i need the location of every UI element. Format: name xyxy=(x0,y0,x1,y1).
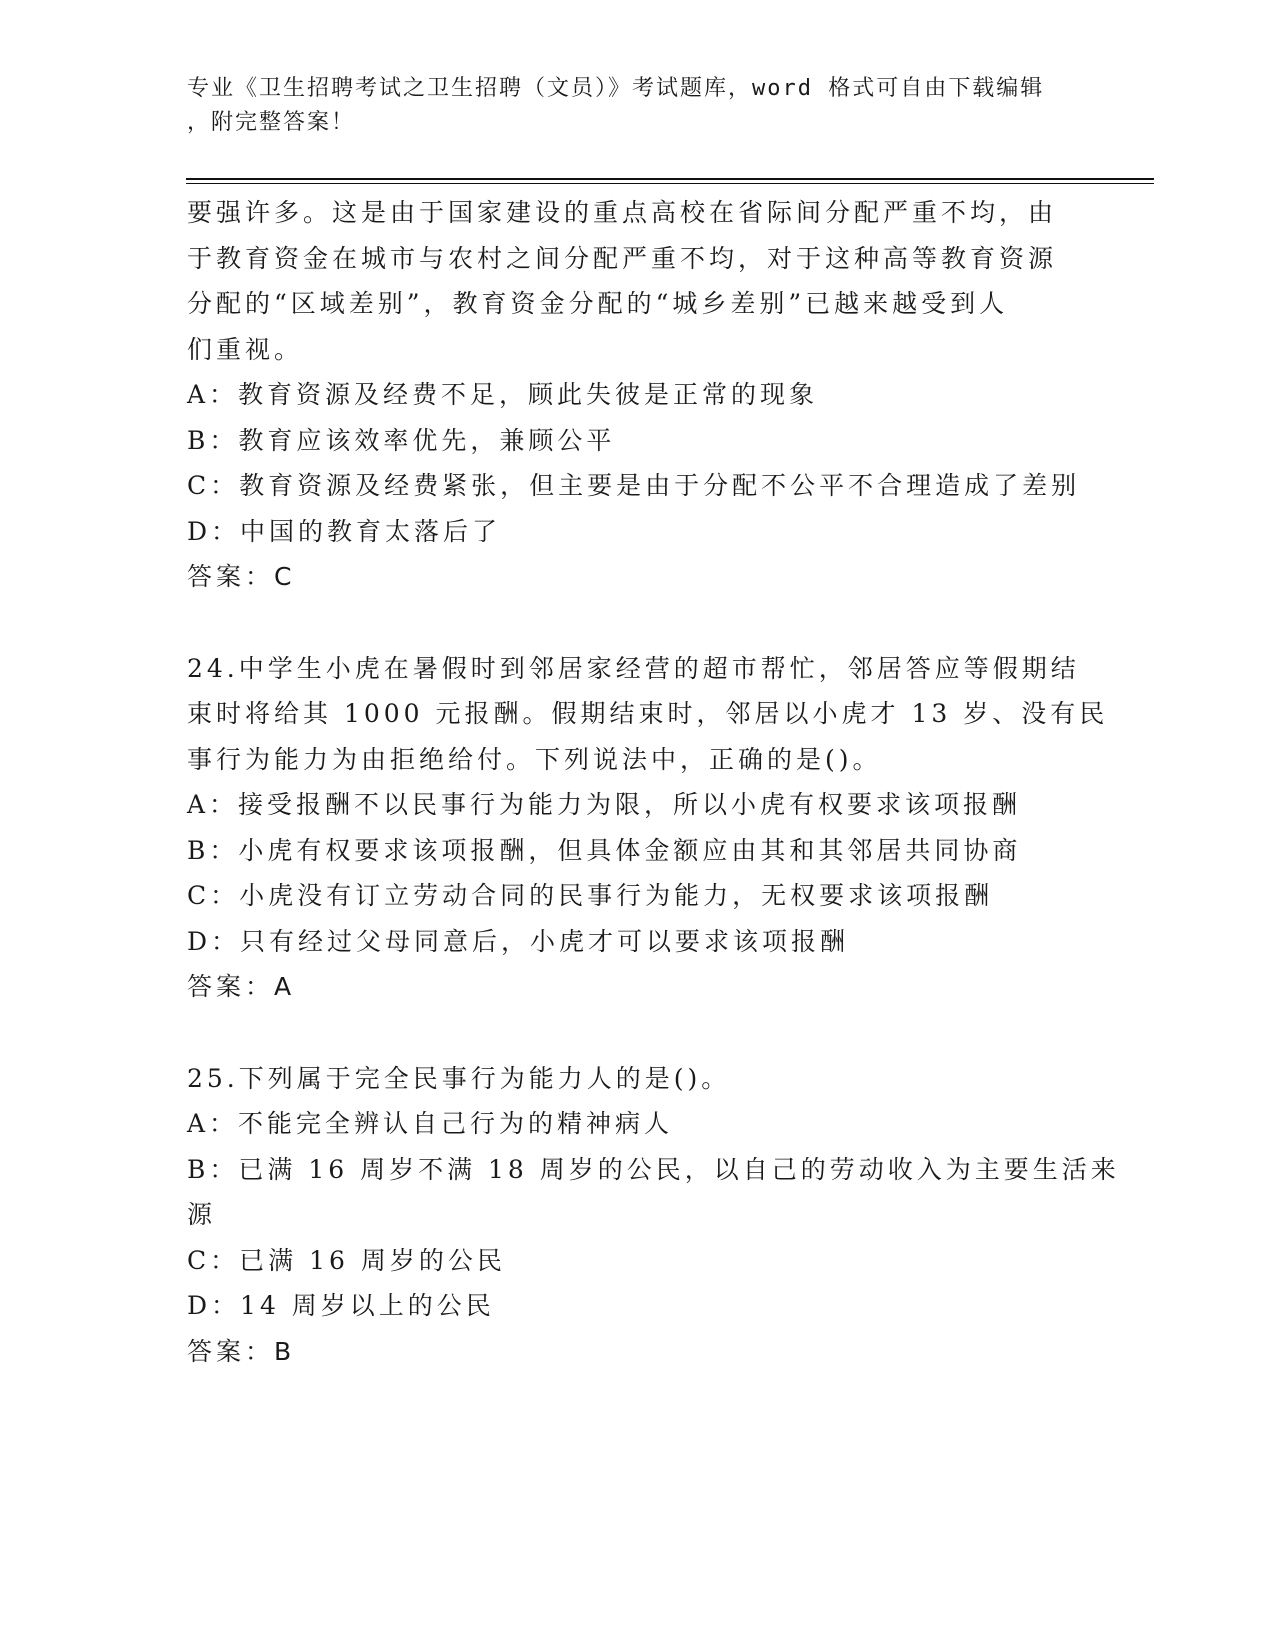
header-divider-thick xyxy=(186,178,1154,180)
question-spacer xyxy=(187,1010,1087,1056)
header-line-2: ，附完整答案！ xyxy=(187,110,356,135)
question-stem-line: 25.下列属于完全民事行为能力人的是()。 xyxy=(187,1063,731,1093)
option-b: B：已满 16 周岁不满 18 周岁的公民，以自己的劳动收入为主要生活来 xyxy=(187,1154,1120,1184)
answer-label: 答案：C xyxy=(187,562,296,591)
document-header xyxy=(187,72,1067,140)
question-stem-line: 分配的“区域差别”，教育资金分配的“城乡差别”已越来越受到人 xyxy=(187,289,1009,318)
question-stem-line: 要强许多。这是由于国家建设的重点高校在省际间分配严重不均，由 xyxy=(187,198,1058,227)
option-b: B：教育应该效率优先，兼顾公平 xyxy=(187,425,616,455)
option-d: D：14 周岁以上的公民 xyxy=(187,1291,495,1320)
question-24 xyxy=(187,646,1109,1010)
question-23-continuation xyxy=(187,190,1087,600)
option-b-continuation: 源 xyxy=(187,1200,217,1229)
question-stem-line: 于教育资金在城市与农村之间分配严重不均，对于这种高等教育资源 xyxy=(187,243,1058,273)
option-c: C：已满 16 周岁的公民 xyxy=(187,1245,506,1275)
answer-label: 答案：B xyxy=(187,1336,296,1366)
question-stem-line: 束时将给其 1000 元报酬。假期结束时，邻居以小虎才 13 岁、没有民 xyxy=(187,699,1109,728)
answer-label: 答案：A xyxy=(187,972,296,1001)
header-divider-thin xyxy=(186,183,1154,184)
option-a: A：接受报酬不以民事行为能力为限，所以小虎有权要求该项报酬 xyxy=(187,790,1022,819)
question-stem-line: 24.中学生小虎在暑假时到邻居家经营的超市帮忙，邻居答应等假期结 xyxy=(187,653,1080,683)
question-stem-line: 事行为能力为由拒绝给付。下列说法中，正确的是()。 xyxy=(187,744,882,774)
option-d: D：只有经过父母同意后，小虎才可以要求该项报酬 xyxy=(187,926,850,956)
question-content xyxy=(187,190,1120,1374)
option-c: C：小虎没有订立劳动合同的民事行为能力，无权要求该项报酬 xyxy=(187,881,994,910)
question-25 xyxy=(187,1056,1120,1375)
option-b: B：小虎有权要求该项报酬，但具体金额应由其和其邻居共同协商 xyxy=(187,835,1022,865)
header-line-1: 专业《卫生招聘考试之卫生招聘（文员）》考试题库，word 格式可自由下载编辑 xyxy=(187,76,1045,101)
question-stem-line: 们重视。 xyxy=(187,334,304,364)
option-a: A：教育资源及经费不足，顾此失彼是正常的现象 xyxy=(187,380,819,409)
option-a: A：不能完全辨认自己行为的精神病人 xyxy=(187,1109,674,1138)
option-d: D：中国的教育太落后了 xyxy=(187,516,502,546)
option-c: C：教育资源及经费紧张，但主要是由于分配不公平不合理造成了差别 xyxy=(187,471,1081,500)
question-spacer xyxy=(187,600,1087,646)
